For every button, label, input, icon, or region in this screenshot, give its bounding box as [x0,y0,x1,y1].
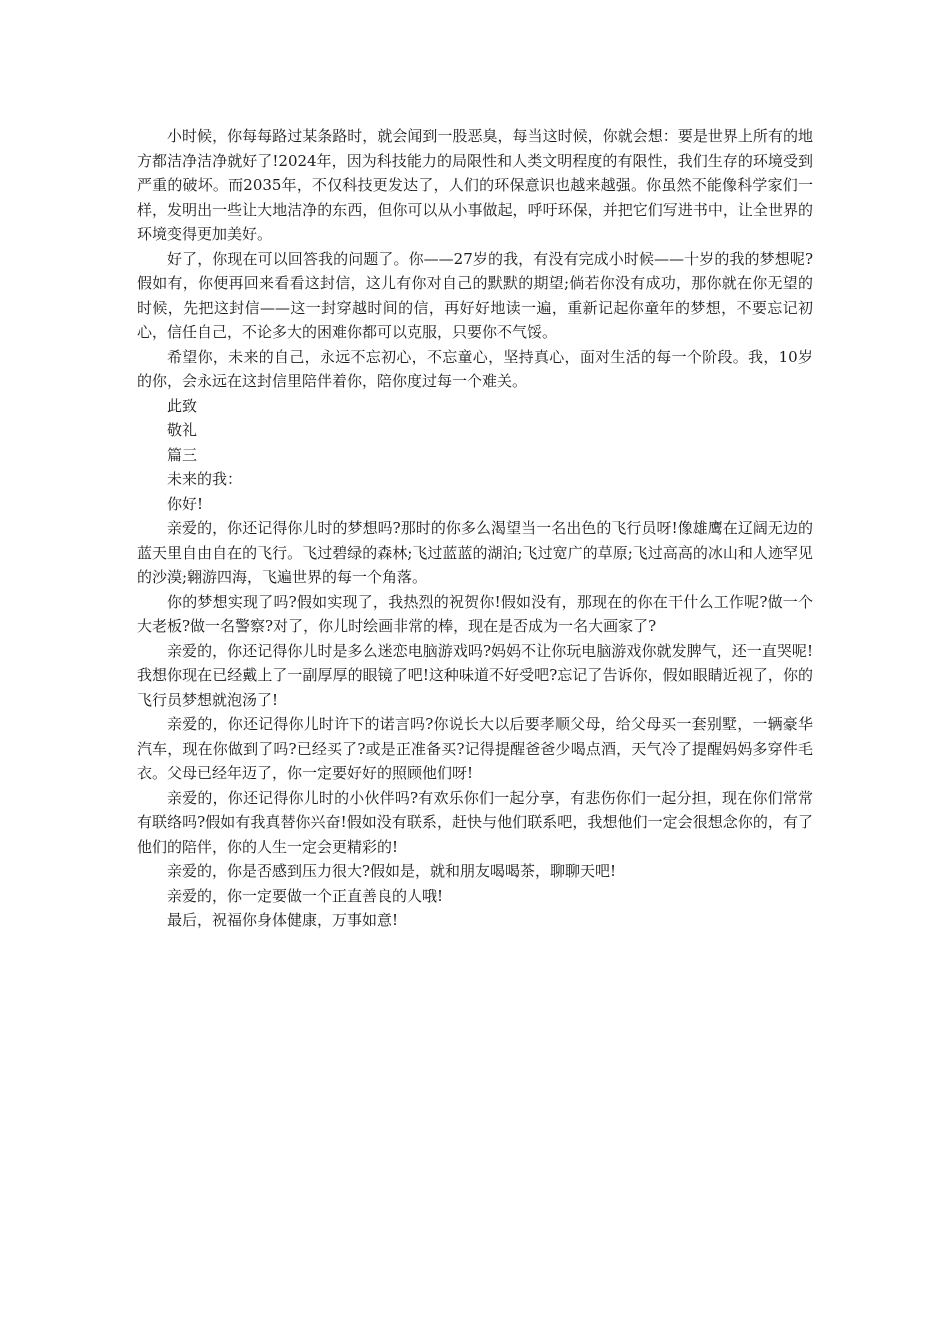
paragraph-games: 亲爱的，你还记得你儿时是多么迷恋电脑游戏吗?妈妈不让你玩电脑游戏你就发脾气，还一直哭呢!我想你现在已经戴上了一副厚厚的眼镜了吧!这种味道不好受吧?忘记了告诉你，假如眼睛近视了，你的飞行员梦想就泡汤了! [137,641,813,709]
paragraph-friends: 亲爱的，你还记得你儿时的小伙伴吗?有欢乐你们一起分享，有悲伤你们一起分担，现在你们常常有联络吗?假如有我真替你兴奋!假如没有联系，赶快与他们联系吧，我想他们一定会很想念你的，有了他们的陪伴，你的人生一定会更精彩的! [137,788,813,856]
paragraph-kindness: 亲爱的，你一定要做一个正直善良的人哦! [167,886,444,905]
paragraph-dream-realized: 你的梦想实现了吗?假如实现了，我热烈的祝贺你!假如没有，那现在的你在干什么工作呢?做一个大老板?做一名警察?对了，你儿时绘画非常的棒，现在是否成为一名大画家了? [137,592,813,635]
salutation: 未来的我： [167,470,243,488]
document-body [137,124,813,933]
paragraph-pilot-dream: 亲爱的，你还记得你儿时的梦想吗?那时的你多么渴望当一名出色的飞行员呀!像雄鹰在辽阔无边的蓝天里自由自在的飞行。飞过碧绿的森林;飞过蓝蓝的湖泊;飞过宽广的草原;飞过高高的冰山和人迹罕见的沙漠;翱游四海，飞遍世界的每一个角落。 [137,519,813,586]
paragraph-question: 好了，你现在可以回答我的问题了。你——27岁的我，有没有完成小时候——十岁的我的梦想呢?假如有，你便再回来看看这封信，这儿有你对自己的默默的期望;倘若你没有成功，那你就在你无望的时候，先把这封信——这一封穿越时间的信，再好好地读一遍，重新记起你童年的梦想，不要忘记初心，信任自己，不论多大的困难你都可以克服，只要你不气馁。 [137,249,813,341]
paragraph-environment: 小时候，你每每路过某条路时，就会闻到一股恶臭，每当这时候，你就会想：要是世界上所有的地方都洁净洁净就好了!2024年，因为科技能力的局限性和人类文明程度的有限性，我们生存的环境受到严重的破坏。而2035年，不仅科技更发达了，人们的环保意识也越来越强。你虽然不能像科学家们一样，发明出一些让大地洁净的东西，但你可以从小事做起，呼吁环保，并把它们写进书中，让全世界的环境变得更加美好。 [137,127,813,243]
greeting: 你好! [167,494,204,513]
paragraph-hope: 希望你，未来的自己，永远不忘初心，不忘童心，坚持真心，面对生活的每一个阶段。我，10岁的你，会永远在这封信里陪伴着你，陪你度过每一个难关。 [137,347,813,390]
closing-cizhi: 此致 [167,396,198,415]
section-heading: 篇三 [167,445,198,464]
closing-jingli: 敬礼 [167,421,198,439]
paragraph-promise: 亲爱的，你还记得你儿时许下的诺言吗?你说长大以后要孝顺父母，给父母买一套别墅，一辆豪华汽车，现在你做到了吗?已经买了?或是正准备买?记得提醒爸爸少喝点酒，天气冷了提醒妈妈多穿件毛衣。父母已经年迈了，你一定要好好的照顾他们呀! [137,715,813,782]
paragraph-blessing: 最后，祝福你身体健康，万事如意! [167,911,399,929]
paragraph-pressure: 亲爱的，你是否感到压力很大?假如是，就和朋友喝喝茶，聊聊天吧! [167,862,617,880]
